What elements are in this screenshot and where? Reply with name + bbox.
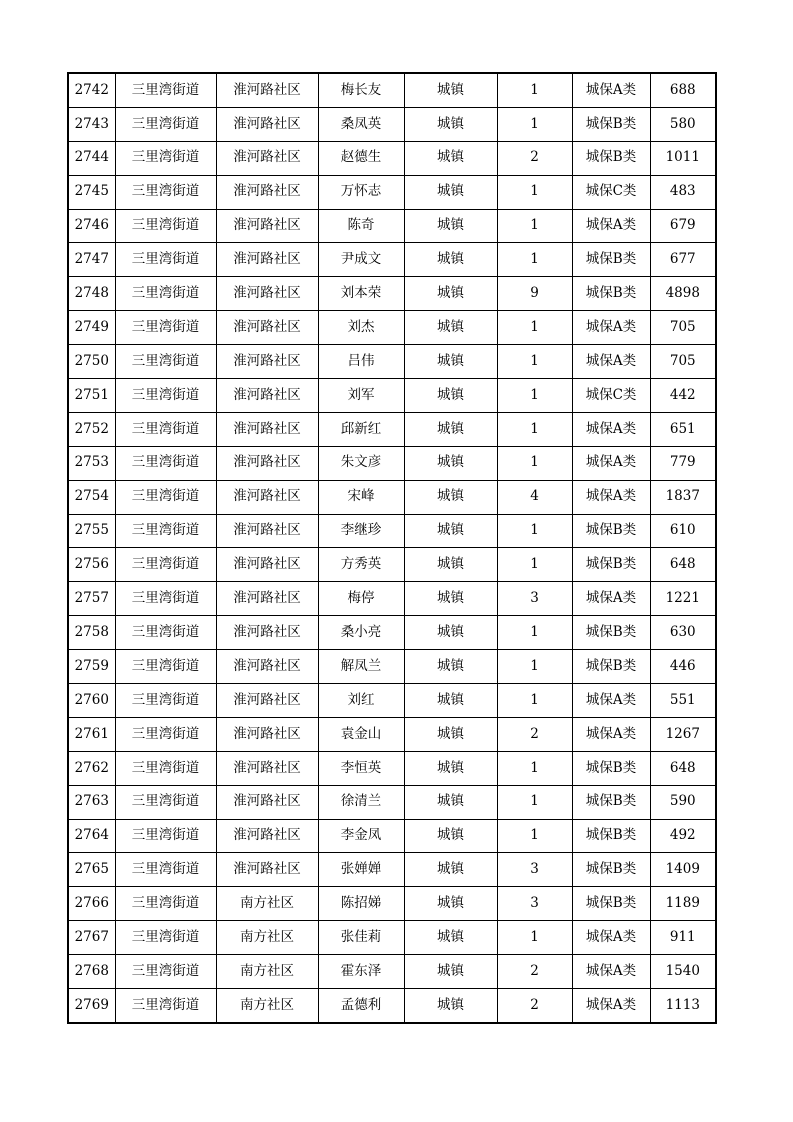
community-cell: 南方社区 — [216, 955, 318, 989]
row-number-cell: 2746 — [68, 209, 115, 243]
member-count-cell: 2 — [497, 141, 572, 175]
amount-cell: 677 — [650, 243, 716, 277]
subdistrict-cell: 三里湾街道 — [115, 887, 216, 921]
category-cell: 城保A类 — [572, 209, 650, 243]
category-cell: 城保A类 — [572, 955, 650, 989]
category-cell: 城保A类 — [572, 412, 650, 446]
row-number-cell: 2767 — [68, 921, 115, 955]
member-count-cell: 1 — [497, 751, 572, 785]
row-number-cell: 2752 — [68, 412, 115, 446]
amount-cell: 1221 — [650, 582, 716, 616]
subdistrict-cell: 三里湾街道 — [115, 277, 216, 311]
member-count-cell: 1 — [497, 175, 572, 209]
household-type-cell: 城镇 — [404, 548, 497, 582]
household-type-cell: 城镇 — [404, 616, 497, 650]
name-cell: 赵德生 — [318, 141, 404, 175]
category-cell: 城保A类 — [572, 311, 650, 345]
category-cell: 城保B类 — [572, 650, 650, 684]
row-number-cell: 2743 — [68, 107, 115, 141]
subdistrict-cell: 三里湾街道 — [115, 751, 216, 785]
name-cell: 梅长友 — [318, 73, 404, 107]
table-row — [68, 955, 716, 989]
household-type-cell: 城镇 — [404, 989, 497, 1023]
member-count-cell: 1 — [497, 412, 572, 446]
name-cell: 朱文彦 — [318, 446, 404, 480]
member-count-cell: 1 — [497, 785, 572, 819]
household-type-cell: 城镇 — [404, 887, 497, 921]
household-type-cell: 城镇 — [404, 311, 497, 345]
row-number-cell: 2762 — [68, 751, 115, 785]
name-cell: 方秀英 — [318, 548, 404, 582]
community-cell: 淮河路社区 — [216, 141, 318, 175]
name-cell: 梅停 — [318, 582, 404, 616]
category-cell: 城保B类 — [572, 853, 650, 887]
row-number-cell: 2768 — [68, 955, 115, 989]
category-cell: 城保B类 — [572, 819, 650, 853]
amount-cell: 1113 — [650, 989, 716, 1023]
row-number-cell: 2765 — [68, 853, 115, 887]
category-cell: 城保A类 — [572, 684, 650, 718]
row-number-cell: 2758 — [68, 616, 115, 650]
amount-cell: 648 — [650, 548, 716, 582]
row-number-cell: 2744 — [68, 141, 115, 175]
subdistrict-cell: 三里湾街道 — [115, 616, 216, 650]
category-cell: 城保B类 — [572, 616, 650, 650]
amount-cell: 1837 — [650, 480, 716, 514]
subdistrict-cell: 三里湾街道 — [115, 853, 216, 887]
name-cell: 刘军 — [318, 379, 404, 413]
community-cell: 淮河路社区 — [216, 853, 318, 887]
row-number-cell: 2751 — [68, 379, 115, 413]
household-type-cell: 城镇 — [404, 446, 497, 480]
table-row — [68, 989, 716, 1023]
category-cell: 城保B类 — [572, 548, 650, 582]
community-cell: 淮河路社区 — [216, 175, 318, 209]
household-type-cell: 城镇 — [404, 480, 497, 514]
community-cell: 淮河路社区 — [216, 345, 318, 379]
household-type-cell: 城镇 — [404, 955, 497, 989]
household-type-cell: 城镇 — [404, 853, 497, 887]
member-count-cell: 4 — [497, 480, 572, 514]
category-cell: 城保A类 — [572, 717, 650, 751]
community-cell: 淮河路社区 — [216, 785, 318, 819]
row-number-cell: 2764 — [68, 819, 115, 853]
name-cell: 张婵婵 — [318, 853, 404, 887]
category-cell: 城保B类 — [572, 243, 650, 277]
category-cell: 城保A类 — [572, 480, 650, 514]
name-cell: 孟德利 — [318, 989, 404, 1023]
table-row — [68, 446, 716, 480]
community-cell: 淮河路社区 — [216, 616, 318, 650]
subdistrict-cell: 三里湾街道 — [115, 514, 216, 548]
household-type-cell: 城镇 — [404, 209, 497, 243]
name-cell: 陈招娣 — [318, 887, 404, 921]
category-cell: 城保B类 — [572, 514, 650, 548]
table-body — [68, 73, 716, 1023]
category-cell: 城保B类 — [572, 277, 650, 311]
table-row — [68, 480, 716, 514]
member-count-cell: 1 — [497, 345, 572, 379]
amount-cell: 648 — [650, 751, 716, 785]
subdistrict-cell: 三里湾街道 — [115, 717, 216, 751]
subdistrict-cell: 三里湾街道 — [115, 107, 216, 141]
table-row — [68, 921, 716, 955]
name-cell: 李金凤 — [318, 819, 404, 853]
row-number-cell: 2747 — [68, 243, 115, 277]
member-count-cell: 1 — [497, 209, 572, 243]
row-number-cell: 2769 — [68, 989, 115, 1023]
table-row — [68, 785, 716, 819]
community-cell: 淮河路社区 — [216, 819, 318, 853]
community-cell: 淮河路社区 — [216, 446, 318, 480]
member-count-cell: 1 — [497, 684, 572, 718]
subdistrict-cell: 三里湾街道 — [115, 548, 216, 582]
subdistrict-cell: 三里湾街道 — [115, 989, 216, 1023]
member-count-cell: 1 — [497, 819, 572, 853]
member-count-cell: 2 — [497, 955, 572, 989]
table-row — [68, 582, 716, 616]
member-count-cell: 3 — [497, 853, 572, 887]
subdistrict-cell: 三里湾街道 — [115, 921, 216, 955]
community-cell: 淮河路社区 — [216, 311, 318, 345]
table-row — [68, 819, 716, 853]
table-row — [68, 887, 716, 921]
table-row — [68, 379, 716, 413]
member-count-cell: 1 — [497, 73, 572, 107]
subdistrict-cell: 三里湾街道 — [115, 141, 216, 175]
community-cell: 淮河路社区 — [216, 73, 318, 107]
category-cell: 城保B类 — [572, 887, 650, 921]
member-count-cell: 1 — [497, 107, 572, 141]
community-cell: 淮河路社区 — [216, 209, 318, 243]
community-cell: 南方社区 — [216, 989, 318, 1023]
amount-cell: 679 — [650, 209, 716, 243]
category-cell: 城保B类 — [572, 141, 650, 175]
member-count-cell: 1 — [497, 379, 572, 413]
community-cell: 淮河路社区 — [216, 379, 318, 413]
name-cell: 李继珍 — [318, 514, 404, 548]
row-number-cell: 2760 — [68, 684, 115, 718]
name-cell: 万怀志 — [318, 175, 404, 209]
table-row — [68, 209, 716, 243]
household-type-cell: 城镇 — [404, 175, 497, 209]
table-row — [68, 412, 716, 446]
amount-cell: 705 — [650, 311, 716, 345]
household-type-cell: 城镇 — [404, 785, 497, 819]
household-type-cell: 城镇 — [404, 650, 497, 684]
subdistrict-cell: 三里湾街道 — [115, 345, 216, 379]
household-type-cell: 城镇 — [404, 751, 497, 785]
name-cell: 袁金山 — [318, 717, 404, 751]
row-number-cell: 2748 — [68, 277, 115, 311]
member-count-cell: 1 — [497, 514, 572, 548]
category-cell: 城保A类 — [572, 921, 650, 955]
category-cell: 城保A类 — [572, 582, 650, 616]
category-cell: 城保A类 — [572, 73, 650, 107]
name-cell: 霍东泽 — [318, 955, 404, 989]
community-cell: 淮河路社区 — [216, 650, 318, 684]
household-type-cell: 城镇 — [404, 514, 497, 548]
household-type-cell: 城镇 — [404, 412, 497, 446]
member-count-cell: 1 — [497, 446, 572, 480]
table-row — [68, 717, 716, 751]
household-type-cell: 城镇 — [404, 107, 497, 141]
amount-cell: 551 — [650, 684, 716, 718]
table-row — [68, 548, 716, 582]
household-type-cell: 城镇 — [404, 582, 497, 616]
community-cell: 南方社区 — [216, 887, 318, 921]
member-count-cell: 2 — [497, 717, 572, 751]
category-cell: 城保A类 — [572, 446, 650, 480]
table-row — [68, 853, 716, 887]
amount-cell: 580 — [650, 107, 716, 141]
row-number-cell: 2755 — [68, 514, 115, 548]
category-cell: 城保C类 — [572, 175, 650, 209]
household-type-cell: 城镇 — [404, 141, 497, 175]
subdistrict-cell: 三里湾街道 — [115, 243, 216, 277]
name-cell: 吕伟 — [318, 345, 404, 379]
table-row — [68, 345, 716, 379]
row-number-cell: 2756 — [68, 548, 115, 582]
table-row — [68, 650, 716, 684]
community-cell: 淮河路社区 — [216, 480, 318, 514]
category-cell: 城保B类 — [572, 785, 650, 819]
member-count-cell: 3 — [497, 887, 572, 921]
amount-cell: 1267 — [650, 717, 716, 751]
category-cell: 城保B类 — [572, 751, 650, 785]
amount-cell: 688 — [650, 73, 716, 107]
table-row — [68, 751, 716, 785]
row-number-cell: 2766 — [68, 887, 115, 921]
amount-cell: 442 — [650, 379, 716, 413]
amount-cell: 1011 — [650, 141, 716, 175]
member-count-cell: 1 — [497, 921, 572, 955]
row-number-cell: 2753 — [68, 446, 115, 480]
household-type-cell: 城镇 — [404, 345, 497, 379]
amount-cell: 779 — [650, 446, 716, 480]
amount-cell: 610 — [650, 514, 716, 548]
household-type-cell: 城镇 — [404, 684, 497, 718]
name-cell: 刘杰 — [318, 311, 404, 345]
subdistrict-cell: 三里湾街道 — [115, 311, 216, 345]
subdistrict-cell: 三里湾街道 — [115, 446, 216, 480]
household-type-cell: 城镇 — [404, 921, 497, 955]
member-count-cell: 1 — [497, 616, 572, 650]
amount-cell: 492 — [650, 819, 716, 853]
row-number-cell: 2754 — [68, 480, 115, 514]
name-cell: 桑小亮 — [318, 616, 404, 650]
name-cell: 张佳莉 — [318, 921, 404, 955]
row-number-cell: 2742 — [68, 73, 115, 107]
subdistrict-cell: 三里湾街道 — [115, 175, 216, 209]
household-type-cell: 城镇 — [404, 379, 497, 413]
amount-cell: 1540 — [650, 955, 716, 989]
row-number-cell: 2750 — [68, 345, 115, 379]
amount-cell: 590 — [650, 785, 716, 819]
subdistrict-cell: 三里湾街道 — [115, 684, 216, 718]
table-row — [68, 277, 716, 311]
household-type-cell: 城镇 — [404, 819, 497, 853]
table-row — [68, 141, 716, 175]
household-type-cell: 城镇 — [404, 717, 497, 751]
category-cell: 城保A类 — [572, 989, 650, 1023]
category-cell: 城保B类 — [572, 107, 650, 141]
table-row — [68, 684, 716, 718]
member-count-cell: 2 — [497, 989, 572, 1023]
table-row — [68, 175, 716, 209]
member-count-cell: 1 — [497, 548, 572, 582]
subdistrict-cell: 三里湾街道 — [115, 73, 216, 107]
amount-cell: 446 — [650, 650, 716, 684]
community-cell: 南方社区 — [216, 921, 318, 955]
subdistrict-cell: 三里湾街道 — [115, 819, 216, 853]
community-cell: 淮河路社区 — [216, 684, 318, 718]
row-number-cell: 2763 — [68, 785, 115, 819]
community-cell: 淮河路社区 — [216, 582, 318, 616]
row-number-cell: 2761 — [68, 717, 115, 751]
data-table — [67, 72, 717, 1024]
community-cell: 淮河路社区 — [216, 717, 318, 751]
amount-cell: 1189 — [650, 887, 716, 921]
table-row — [68, 107, 716, 141]
row-number-cell: 2759 — [68, 650, 115, 684]
table-row — [68, 243, 716, 277]
category-cell: 城保A类 — [572, 345, 650, 379]
subdistrict-cell: 三里湾街道 — [115, 582, 216, 616]
household-type-cell: 城镇 — [404, 243, 497, 277]
name-cell: 徐清兰 — [318, 785, 404, 819]
community-cell: 淮河路社区 — [216, 277, 318, 311]
table-row — [68, 311, 716, 345]
amount-cell: 1409 — [650, 853, 716, 887]
subdistrict-cell: 三里湾街道 — [115, 480, 216, 514]
name-cell: 刘本荣 — [318, 277, 404, 311]
community-cell: 淮河路社区 — [216, 412, 318, 446]
community-cell: 淮河路社区 — [216, 107, 318, 141]
row-number-cell: 2757 — [68, 582, 115, 616]
subdistrict-cell: 三里湾街道 — [115, 650, 216, 684]
name-cell: 宋峰 — [318, 480, 404, 514]
member-count-cell: 1 — [497, 650, 572, 684]
subdistrict-cell: 三里湾街道 — [115, 412, 216, 446]
member-count-cell: 9 — [497, 277, 572, 311]
amount-cell: 4898 — [650, 277, 716, 311]
member-count-cell: 3 — [497, 582, 572, 616]
amount-cell: 911 — [650, 921, 716, 955]
member-count-cell: 1 — [497, 243, 572, 277]
amount-cell: 630 — [650, 616, 716, 650]
amount-cell: 705 — [650, 345, 716, 379]
table-row — [68, 514, 716, 548]
category-cell: 城保C类 — [572, 379, 650, 413]
member-count-cell: 1 — [497, 311, 572, 345]
community-cell: 淮河路社区 — [216, 751, 318, 785]
name-cell: 李恒英 — [318, 751, 404, 785]
name-cell: 刘红 — [318, 684, 404, 718]
name-cell: 桑凤英 — [318, 107, 404, 141]
table-row — [68, 616, 716, 650]
subdistrict-cell: 三里湾街道 — [115, 955, 216, 989]
subdistrict-cell: 三里湾街道 — [115, 209, 216, 243]
name-cell: 陈奇 — [318, 209, 404, 243]
subdistrict-cell: 三里湾街道 — [115, 785, 216, 819]
name-cell: 解凤兰 — [318, 650, 404, 684]
amount-cell: 483 — [650, 175, 716, 209]
name-cell: 邱新红 — [318, 412, 404, 446]
name-cell: 尹成文 — [318, 243, 404, 277]
community-cell: 淮河路社区 — [216, 548, 318, 582]
table-row — [68, 73, 716, 107]
row-number-cell: 2745 — [68, 175, 115, 209]
row-number-cell: 2749 — [68, 311, 115, 345]
subdistrict-cell: 三里湾街道 — [115, 379, 216, 413]
household-type-cell: 城镇 — [404, 73, 497, 107]
community-cell: 淮河路社区 — [216, 243, 318, 277]
community-cell: 淮河路社区 — [216, 514, 318, 548]
amount-cell: 651 — [650, 412, 716, 446]
household-type-cell: 城镇 — [404, 277, 497, 311]
